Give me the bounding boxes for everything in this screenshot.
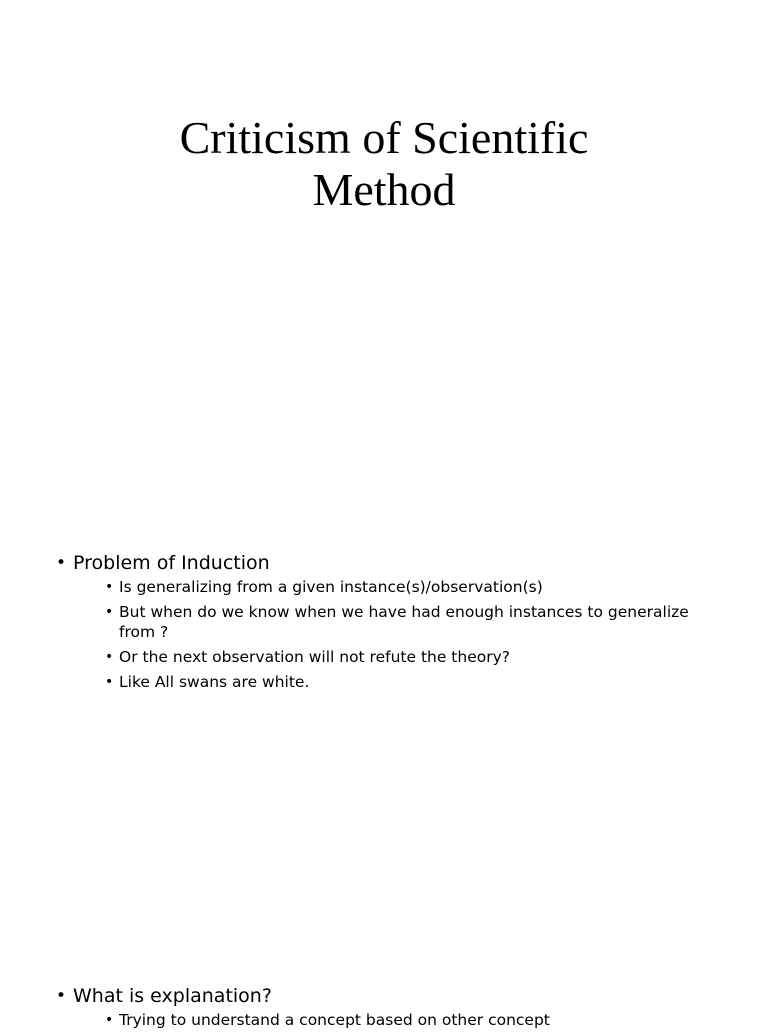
title-line-1: Criticism of Scientific [179, 112, 589, 163]
bullet-heading [56, 549, 716, 692]
sub-bullet: • Trying to understand a concept based on other concept [73, 1010, 716, 1030]
bullet-heading-text: Problem of Induction [73, 552, 270, 574]
slide-title [0, 112, 768, 216]
sub-bullet: • Is generalizing from a given instance(s)/observation(s) [73, 577, 716, 597]
bullet-heading-text: What is explanation? [73, 985, 272, 1007]
bullet-heading [56, 982, 716, 1030]
bullet-block-induction [56, 549, 716, 697]
bullet-block-explanation [56, 982, 716, 1035]
sub-bullet: • Like All swans are white. [73, 672, 716, 692]
sub-bullet-list [73, 577, 716, 692]
sub-bullet: • But when do we know when we have had enough instances to generalize from ? [73, 602, 716, 642]
sub-bullet-list [73, 1010, 716, 1030]
title-line-2: Method [312, 164, 456, 215]
sub-bullet: • Or the next observation will not refute the theory? [73, 647, 716, 667]
